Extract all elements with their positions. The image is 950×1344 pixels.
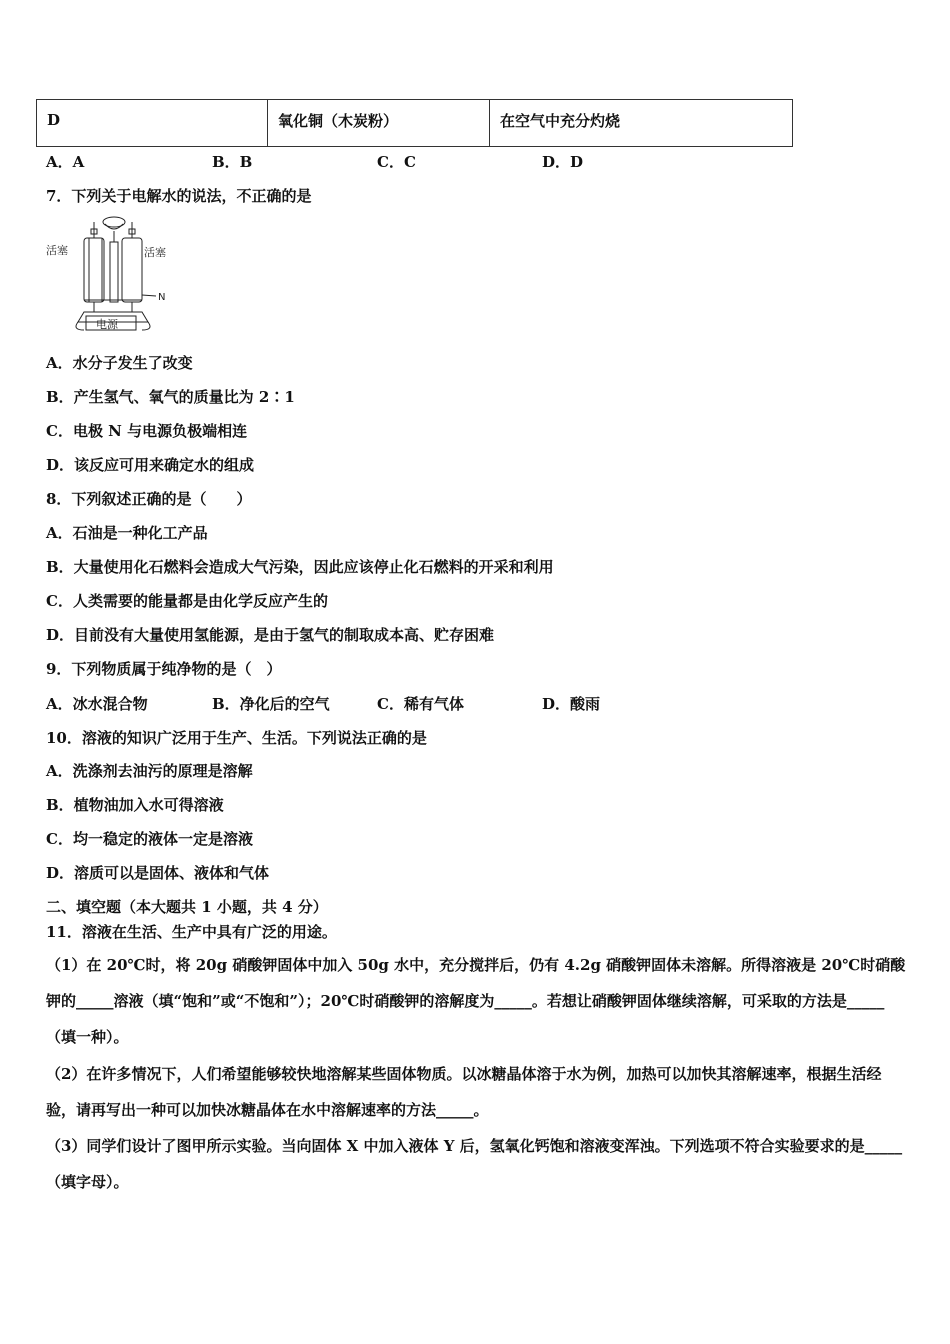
q8-option-d[interactable]: D．目前没有大量使用氢能源，是由于氢气的制取成本高、贮存困难 [46,626,495,644]
q11-part2: （2）在许多情况下，人们希望能够较快地溶解某些固体物质。以冰糖晶体溶于水为例，加热可以加快其溶解速率，根据生活经验，请再写出一种可以加快冰糖晶体在水中溶解速率的方法_____。 [46,1065,882,1119]
figure-label-right: 活塞 [144,246,166,259]
q9-option-c[interactable]: C．稀有气体 [377,695,464,713]
q10-option-d[interactable]: D．溶质可以是固体、液体和气体 [46,864,270,882]
electrolysis-figure [44,212,174,334]
figure-label-left: 活塞 [46,244,68,257]
table-row [37,100,793,147]
figure-label-electrode: N [158,292,166,303]
q6-option-a[interactable]: A．A [46,153,85,171]
q11-stem: 11．溶液在生活、生产中具有广泛的用途。 [46,923,337,941]
q10-option-c[interactable]: C．均一稳定的液体一定是溶液 [46,830,253,848]
figure-label-power: 电源 [96,318,118,331]
q10-option-a[interactable]: A．洗涤剂去油污的原理是溶解 [46,762,253,780]
q11-part1: （1）在 20℃时，将 20g 硝酸钾固体中加入 50g 水中，充分搅拌后，仍有 4.2g 硝酸钾固体未溶解。所得溶液是 20℃时硝酸钾的_____溶液（填“饱和”或“不饱和”）；20℃时硝酸钾的溶解度为_____。若想让硝酸钾固体继续溶解，可采取的方法是_____（填一种）。 [46,956,906,1046]
q9-stem: 9．下列物质属于纯净物的是（ ） [46,660,282,678]
q9-option-a[interactable]: A．冰水混合物 [46,695,148,713]
q8-stem: 8．下列叙述正确的是（ ） [46,490,252,508]
q10-stem: 10．溶液的知识广泛用于生产、生活。下列说法正确的是 [46,729,427,747]
q6-option-c[interactable]: C．C [377,153,416,171]
q10-option-b[interactable]: B．植物油加入水可得溶液 [46,796,224,814]
q7-stem: 7．下列关于电解水的说法，不正确的是 [46,187,312,205]
q7-option-b[interactable]: B．产生氢气、氧气的质量比为 2∶1 [46,388,295,406]
q9-option-b[interactable]: B．净化后的空气 [212,695,330,713]
q11-part3: （3）同学们设计了图甲所示实验。当向固体 X 中加入液体 Y 后，氢氧化钙饱和溶液变浑浊。下列选项不符合实验要求的是_____（填字母）。 [46,1137,903,1191]
q6-option-d[interactable]: D．D [542,153,584,171]
answer-table [36,99,793,147]
q6-option-b[interactable]: B．B [212,153,253,171]
section-heading: 二、填空题（本大题共 1 小题，共 4 分） [46,898,328,916]
q7-option-d[interactable]: D．该反应可用来确定水的组成 [46,456,255,474]
q8-option-c[interactable]: C．人类需要的能量都是由化学反应产生的 [46,592,328,610]
q7-option-c[interactable]: C．电极 N 与电源负极端相连 [46,422,248,440]
q8-option-b[interactable]: B．大量使用化石燃料会造成大气污染，因此应该停止化石燃料的开采和利用 [46,558,554,576]
q8-option-a[interactable]: A．石油是一种化工产品 [46,524,208,542]
table-cell: D [37,100,268,147]
q7-option-a[interactable]: A．水分子发生了改变 [46,354,193,372]
table-cell: 在空气中充分灼烧 [490,100,793,147]
q9-option-d[interactable]: D．酸雨 [542,695,601,713]
table-cell: 氧化铜（木炭粉） [268,100,490,147]
